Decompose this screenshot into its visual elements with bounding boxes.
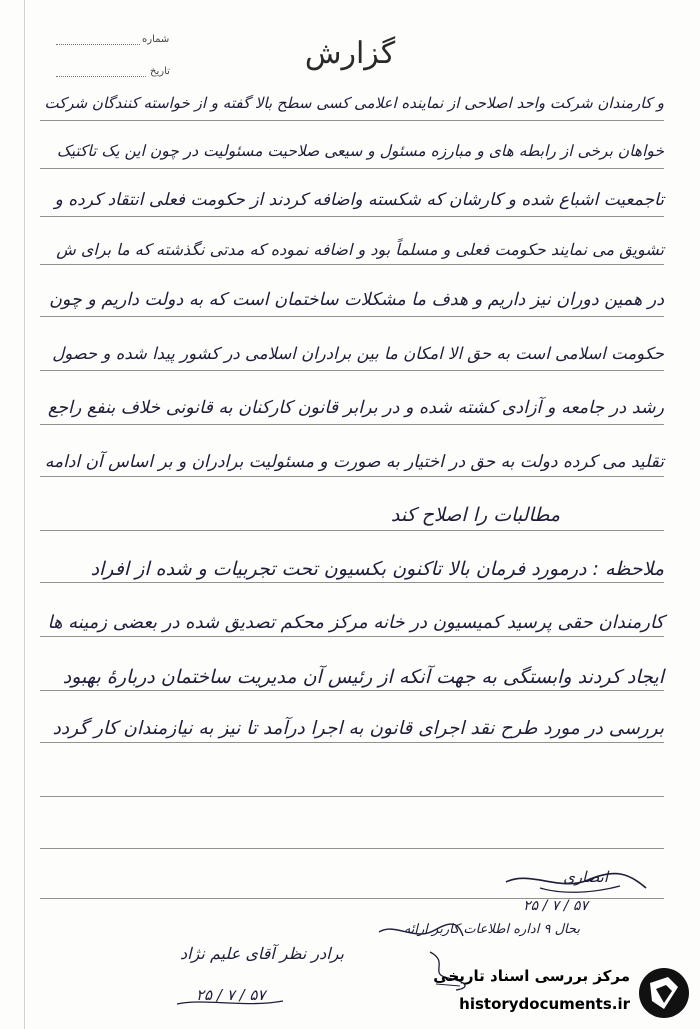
left-margin-rule [24,0,25,1029]
ruled-line [40,530,664,531]
body-line: و کارمندان شرکت واحد اصلاحی از نماینده اعلامی کسی سطح بالا گفته و از خواسته کنندگان شرکت [44,94,664,112]
body-line: ایجاد کردند وابستگی به جهت آنکه از رئیس آن مدیریت ساختمان دربارۀ بهبود [62,666,664,688]
signature-main-name: انصاری [563,868,608,886]
body-line: خواهان برخی از رابطه های و مبارزه مسئول و سیعی صلاحیت مسئولیت در چون این یک تاکتیک [56,142,664,160]
body-line: کارمندان حقی پرسید کمیسیون در خانه مرکز محکم تصدیق شده در بعضی زمینه ها [47,612,664,633]
ruled-line [40,264,664,265]
signature-secondary-date: ۵۷ / ۷ / ۲۵ [196,986,266,1004]
document-title: گزارش [304,36,396,71]
ruled-line [40,636,664,637]
body-line: ملاحظه : درمورد فرمان بالا تاکنون بکسیون تحت تجربیات و شده از افراد [90,558,664,580]
body-line: حکومت اسلامی است به حق الا امکان ما بین برادران اسلامی در کشور پیدا شده و حصول [52,344,664,363]
signature-main-note: بحال ۹ اداره اطلاعات کاربر ارائه [403,922,580,937]
signature-secondary-underline [175,996,285,1010]
signature-flourish-small [375,920,465,944]
signature-main-date: ۵۷ / ۷ / ۲۵ [523,898,588,914]
ruled-line [40,316,664,317]
ruled-line [40,690,664,691]
body-line: بررسی در مورد طرح نقد اجرای قانون به اجرا درآمد تا نیز به نیازمندان کار گردد [52,718,664,739]
ruled-line [40,742,664,743]
body-line: مطالبات را اصلاح کند [390,504,560,526]
ruled-line [40,216,664,217]
ruled-line [40,476,664,477]
signature-secondary-name: برادر نظر آقای علیم نژاد [180,944,344,963]
ruled-line [40,796,664,797]
date-label: تاریخ [150,66,170,77]
archive-watermark [402,963,692,1023]
ruled-line [40,424,664,425]
number-dotted-line [56,44,140,45]
ruled-line [40,120,664,121]
ruled-line [40,168,664,169]
ruled-line [40,370,664,371]
body-line: تشویق می نمایند حکومت فعلی و مسلماً بود و اضافه نموده که مدتی نگذشته که ما برای ش [56,240,664,259]
archive-url: historydocuments.ir [459,995,630,1013]
body-line: تقلید می کرده دولت به حق در اختیار به صورت و مسئولیت برادران و بر اساس آن ادامه [44,452,664,472]
number-label: شماره [142,34,170,45]
archive-logo-icon [636,965,692,1021]
body-line: در همین دوران نیز داریم و هدف ما مشکلات ساختمان است که به دولت داریم و چون [49,290,664,310]
body-line: تاجمعیت اشباع شده و کارشان که شکسته واضافه کردند از حکومت فعلی انتقاد کرده و [54,190,664,210]
date-dotted-line [56,76,146,77]
archive-name: مرکز بررسی اسناد تاریخی [433,967,630,985]
body-line: رشد در جامعه و آزادی کشته شده و در برابر قانون کارکنان به قانونی خلاف بنفع راجع [47,398,664,418]
ruled-line [40,582,664,583]
ruled-line [40,848,664,849]
